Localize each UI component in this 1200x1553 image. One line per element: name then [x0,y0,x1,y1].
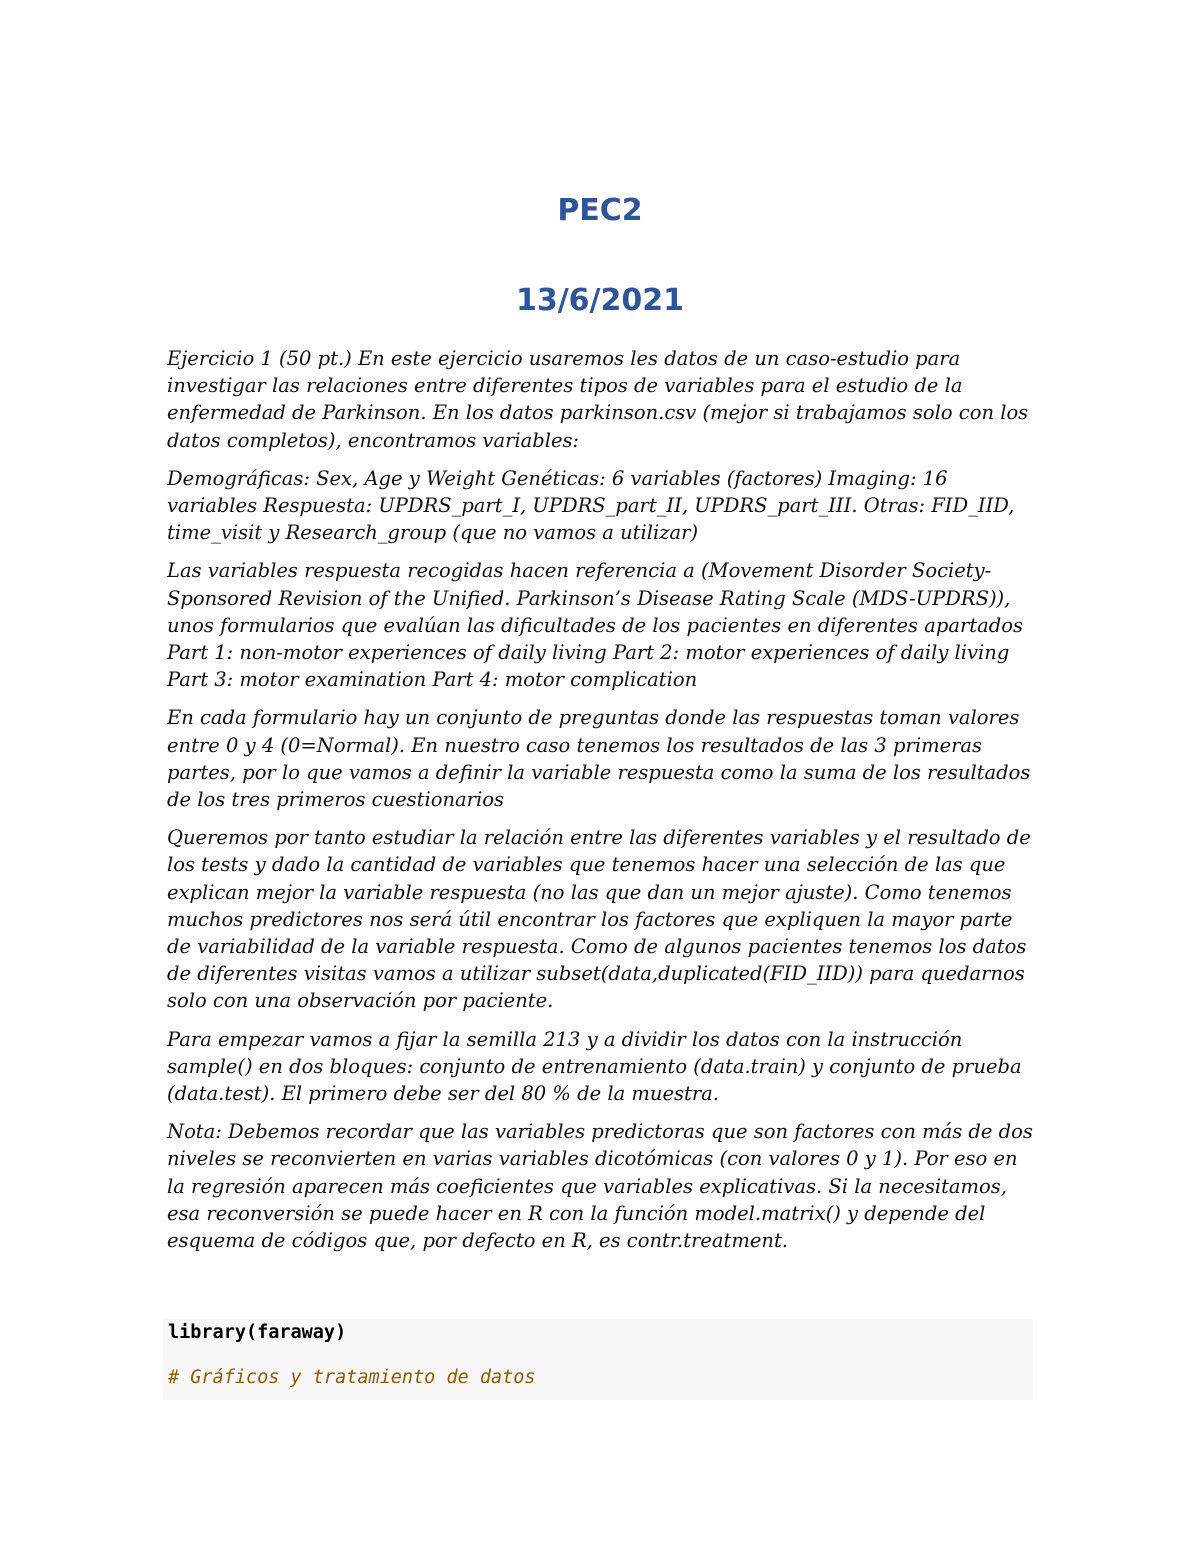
code-comment: # Gráficos y tratamiento de datos [168,1367,536,1388]
paragraph-objective: Queremos por tanto estudiar la relación entre las diferentes variables y el resultado de los tests y dado la cantidad de variables que tenemos hacer una selección de las que explican mejor la variable respuesta (no las que dan un mejor ajuste). Como tenemos muchos predictores nos será útil encontrar los factores que expliquen la mayor parte de variabilidad de la variable respuesta. Como de algunos pacientes tenemos los datos de diferentes visitas vamos a utilizar subset(data,duplicated(FID_IID)) para quedarnos solo con una observación por paciente. [167,826,1031,1013]
paragraph-note: Nota: Debemos recordar que las variables predictoras que son factores con más de dos niveles se reconvierten en varias variables dicotómicas (con valores 0 y 1). Por eso en la regresión aparecen más coeficientes que variables explicativas. Si la necesitamos, esa reconversión se puede hacer en R con la función model.matrix() y depende del esquema de códigos que, por defecto en R, es contr.treatment. [167,1120,1033,1253]
paragraph-questionnaire: En cada formulario hay un conjunto de preguntas donde las respuestas toman valores entre 0 y 4 (0=Normal). En nuestro caso tenemos los resultados de las 3 primeras partes, por lo que vamos a definir la variable respuesta como la suma de los resultados de los tres primeros cuestionarios [167,706,1031,812]
paragraph-variables: Demográficas: Sex, Age y Weight Genéticas: 6 variables (factores) Imaging: 16 variables Respuesta: UPDRS_part_I, UPDRS_part_II, UPDRS_part_III. Otras: FID_IID, time_visit y Research_group (que no vamos a utilizar) [167,466,1015,545]
paragraph-response-variables: Las variables respuesta recogidas hacen referencia a (Movement Disorder Society-Sponsored Revision of the Unified. Parkinson’s Disease Rating Scale (MDS-UPDRS)), unos formularios que evalúan las dificultades de los pacientes en diferentes apartados Part 1: non-motor experiences of daily living Part 2: motor experiences of daily living Part 3: motor examination Part 4: motor complication [167,559,1023,692]
document-body [167,345,1037,1265]
code-line-library: library(faraway) [168,1322,347,1343]
code-block [163,1319,1033,1400]
paragraph-seed-split: Para empezar vamos a fijar la semilla 213 y a dividir los datos con la instrucción sample() en dos bloques: conjunto de entrenamiento (data.train) y conjunto de prueba (data.test). El primero debe ser del 80 % de la muestra. [167,1027,1022,1106]
paragraph-exercise-intro: Ejercicio 1 (50 pt.) En este ejercicio usaremos les datos de un caso-estudio para investigar las relaciones entre diferentes tipos de variables para el estudio de la enfermedad de Parkinson. En los datos parkinson.csv (mejor si trabajamos solo con los datos completos), encontramos variables: [167,347,1029,452]
document-title: PEC2 [557,193,643,228]
document-date: 13/6/2021 [515,283,685,318]
